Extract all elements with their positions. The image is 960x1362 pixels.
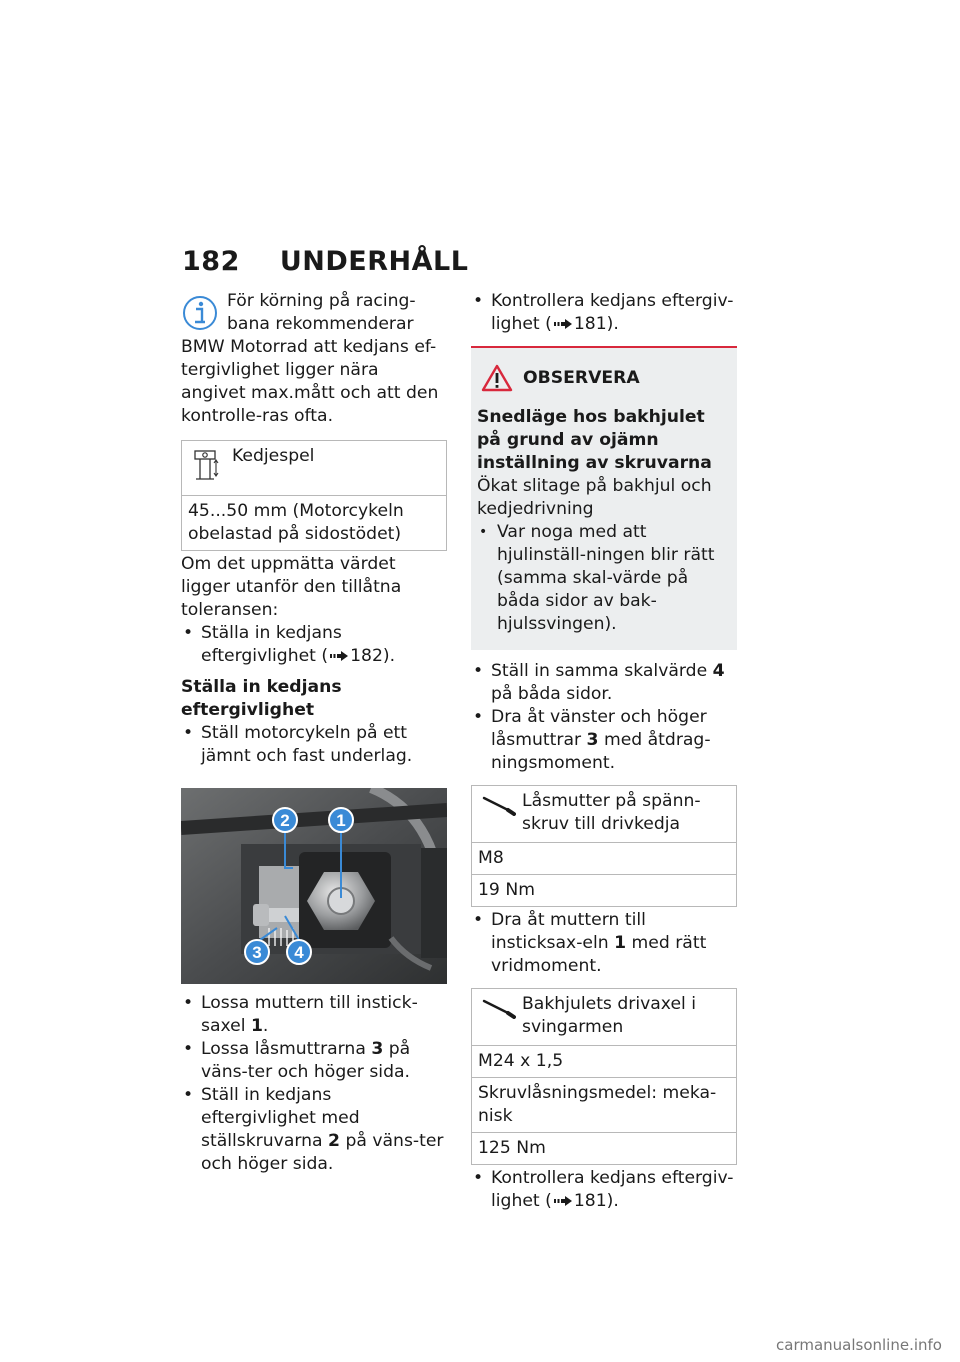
warning-triangle-icon — [481, 364, 513, 392]
torque-wrench-icon — [482, 794, 516, 816]
list-item: • Ställ in samma skalvärde 4 på båda sidor. — [471, 660, 737, 706]
paragraph: Om det uppmätta värdet ligger utanför den tillåtna toleransen: — [181, 554, 402, 620]
page-ref-arrow-icon — [554, 1196, 572, 1206]
page-title: UNDERHÅLL — [279, 246, 469, 277]
spec-row: Skruvlåsningsmedel: meka-nisk — [472, 1077, 736, 1132]
info-line-2: bana rekommenderar — [227, 314, 414, 334]
watermark[interactable]: carmanualsonline.info — [776, 1336, 942, 1354]
warning-label: OBSERVERA — [523, 367, 640, 388]
spec-value: 45...50 mm (Motorcykeln obelastad på sidostödet) — [182, 495, 446, 550]
spec-row: M8 — [472, 842, 736, 874]
spec-row: 125 Nm — [472, 1132, 736, 1164]
spec-row: 19 Nm — [472, 874, 736, 906]
page-header — [182, 246, 468, 277]
warning-list-item: • Var noga med att hjulinställ-ningen blir rätt (samma skal-värde på båda sidor av bak-hjulssvingen). — [477, 521, 731, 636]
spec-header — [472, 786, 736, 842]
warning-title — [481, 364, 731, 392]
list-item: • Dra åt muttern till insticksax-eln 1 med rätt vridmoment. — [471, 909, 737, 978]
spec-header — [472, 989, 736, 1045]
list-item: • Ställ in kedjans eftergivlighet med ställskruvarna 2 på väns-ter och höger sida. — [181, 1084, 447, 1176]
spec-table-rear-axle — [471, 988, 737, 1165]
page-ref-arrow-icon — [554, 319, 572, 329]
chain-adjuster-photo — [181, 788, 447, 984]
chain-gauge-icon — [192, 449, 222, 487]
warning-heading: Snedläge hos bakhjulet på grund av ojämn inställning av skruvarna — [477, 407, 712, 473]
list-item: • Lossa låsmuttrarna 3 på väns-ter och höger sida. — [181, 1038, 447, 1084]
list-item: • Lossa muttern till instick-saxel 1. — [181, 992, 447, 1038]
spec-title: Låsmutter på spänn-skruv till drivkedja — [522, 791, 701, 834]
spec-header — [182, 441, 446, 495]
section-heading: Ställa in kedjans eftergivlighet — [181, 677, 342, 720]
torque-wrench-icon — [482, 997, 516, 1019]
spec-title: Bakhjulets drivaxel i svingarmen — [522, 994, 697, 1037]
info-icon — [181, 292, 219, 332]
page-number: 182 — [182, 246, 240, 277]
callout-3: 3 — [252, 943, 262, 962]
right-column — [471, 290, 737, 1213]
spec-table-chain-slack — [181, 440, 447, 551]
left-column — [181, 290, 447, 1176]
callout-4: 4 — [294, 943, 304, 962]
info-line-1: För körning på racing- — [227, 291, 416, 311]
callout-2: 2 — [280, 811, 290, 830]
info-text: BMW Motorrad att kedjans ef-tergivlighet ligger nära angivet max.mått och att den kontrolle-ras ofta. — [181, 337, 439, 426]
list-item: • Ställa in kedjans eftergivlighet ( 182). — [181, 622, 447, 668]
spec-title: Kedjespel — [232, 446, 315, 466]
page-ref-arrow-icon — [330, 651, 348, 661]
spec-row: M24 x 1,5 — [472, 1045, 736, 1077]
list-item: • Kontrollera kedjans eftergiv-lighet ( 181). — [471, 1167, 737, 1213]
list-item: • Kontrollera kedjans eftergiv-lighet ( 181). — [471, 290, 737, 336]
warning-text: Ökat slitage på bakhjul och kedjedrivning — [477, 476, 712, 519]
list-item: • Ställ motorcykeln på ett jämnt och fast underlag. — [181, 722, 447, 768]
warning-box — [471, 346, 737, 650]
spec-table-lock-nut — [471, 785, 737, 907]
info-note — [181, 290, 447, 428]
list-item: • Dra åt vänster och höger låsmuttrar 3 med åtdrag-ningsmoment. — [471, 706, 737, 775]
callout-1: 1 — [336, 811, 346, 830]
